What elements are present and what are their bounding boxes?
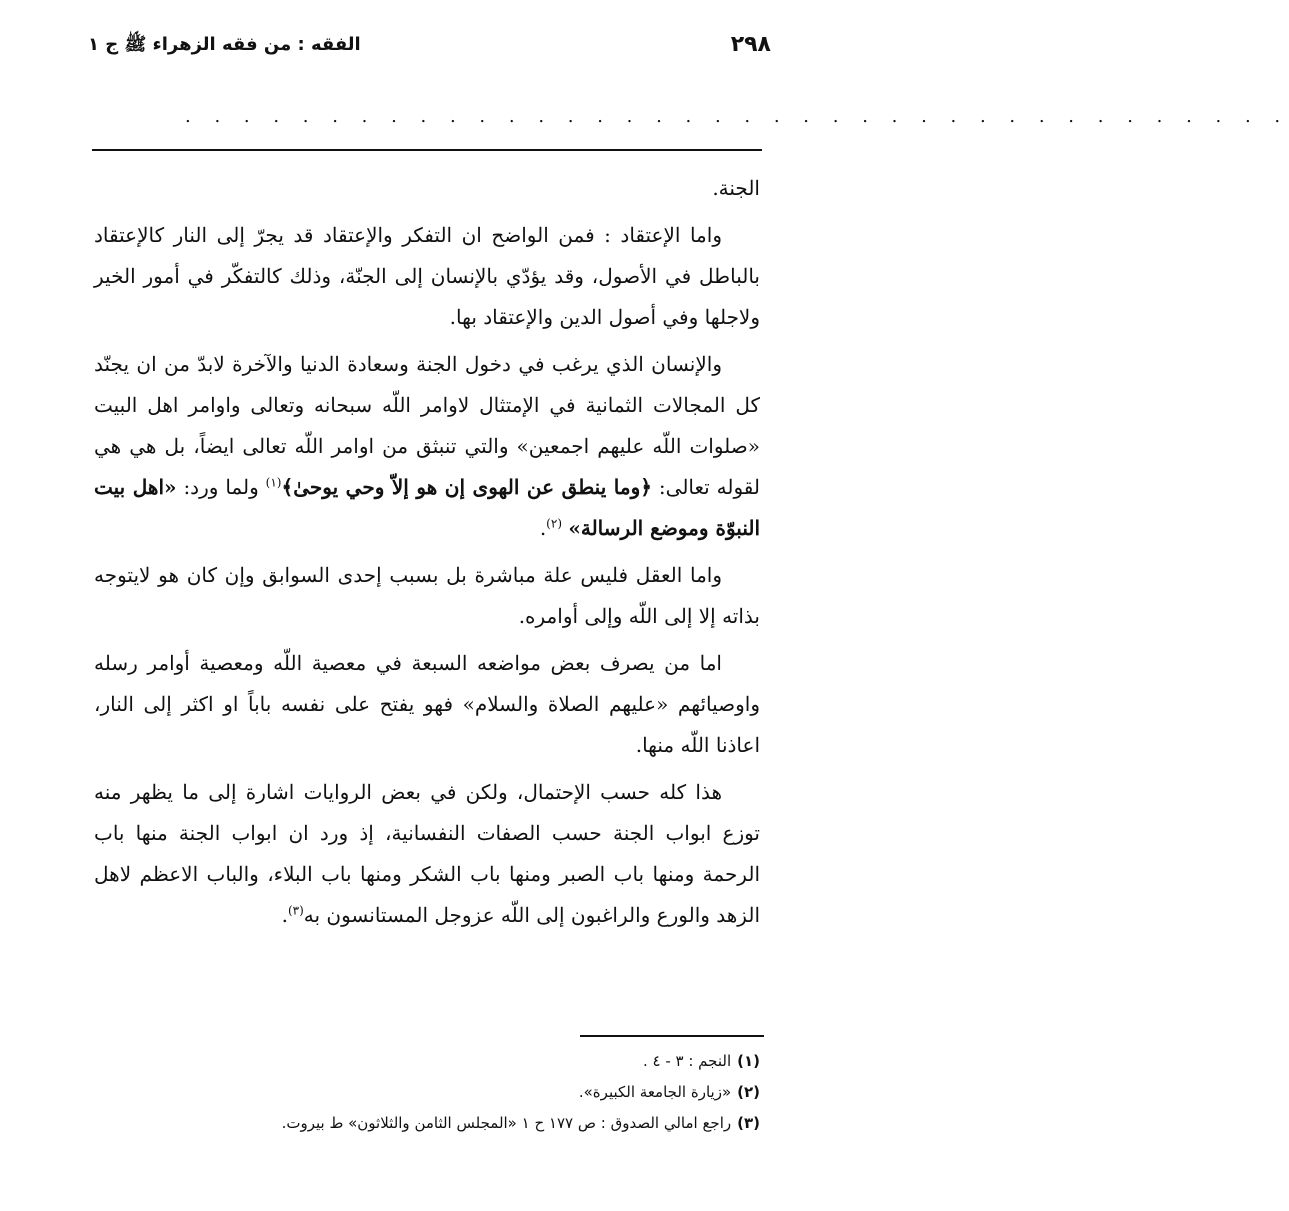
footnote-ref-1[interactable]: (١) [265, 475, 282, 490]
dotted-divider: . . . . . . . . . . . . . . . . . . . . . . . . . . . . . . . . . . . . . . [185, 106, 1289, 127]
main-text [94, 168, 760, 942]
paragraph-6 [94, 772, 760, 936]
footnote-number: (٣) [737, 1114, 760, 1132]
paragraph-6-end: . [281, 903, 288, 927]
footnote-text: راجع امالي الصدوق : ص ١٧٧ ح ١ «المجلس الثامن والثلاثون» ط بيروت. [281, 1114, 732, 1132]
footnote-text: «زيارة الجامعة الكبيرة». [578, 1083, 732, 1101]
footnote-number: (١) [737, 1052, 760, 1070]
paragraph-3-end: . [539, 516, 547, 540]
footnote-rule [580, 1035, 764, 1037]
running-title: الفقه : من فقه الزهراء ﷺ ج ١ [88, 34, 361, 55]
paragraph-6-text: هذا كله حسب الإحتمال، ولكن في بعض الروايات اشارة إلى ما يظهر منه توزع ابواب الجنة حسب الصفات النفسانية، إذ ورد ان ابواب الجنة منها باب الرحمة ومنها باب الصبر ومنها باب الشكر ومنها باب البلاء، والباب الاعظم لاهل الزهد والورع والراغبون إلى اللّه عزوجل المستانسون به [94, 780, 760, 927]
paragraph-4: واما العقل فليس علة مباشرة بل بسبب إحدى السوابق وإن كان هو لايتوجه بذاته إلا إلى اللّه وإلى أوامره. [94, 563, 760, 628]
paragraph-2: واما الإعتقاد : فمن الواضح ان التفكر والإعتقاد قد يجرّ إلى النار كالإعتقاد بالباطل في الأصول، وقد يؤدّي بالإنسان إلى الجنّة، وذلك كالتفكّر في أمور الخير ولاجلها وفي أصول الدين والإعتقاد بها. [94, 223, 760, 329]
paragraph-3-text-b: ولما ورد: [183, 475, 259, 499]
paragraph-5: اما من يصرف بعض مواضعه السبعة في معصية اللّه ومعصية أوامر رسله واوصيائهم «عليهم الصلاة والسلام» فهو يفتح على نفسه باباً او اكثر إلى النار، اعاذنا اللّه منها. [94, 651, 760, 757]
footnote-3 [94, 1108, 760, 1139]
footnote-ref-3[interactable]: (٣) [287, 903, 304, 918]
hadith-quote: «اهل بيت النبوّة وموضع الرسالة» [94, 475, 760, 540]
footnote-text: النجم : ٣ - ٤ . [642, 1052, 732, 1070]
footnote-number: (٢) [737, 1083, 760, 1101]
footnote-ref-2[interactable]: (٢) [546, 516, 562, 531]
header-rule [92, 149, 762, 151]
paragraph-3 [94, 344, 760, 549]
paragraph-1: الجنة. [712, 176, 760, 200]
page-number: ٢٩٨ [730, 32, 771, 57]
footnotes [94, 1046, 760, 1139]
quran-verse: ﴿وما ينطق عن الهوى إن هو إلاّ وحي يوحىٰ﴾ [281, 475, 652, 499]
footnote-2 [94, 1077, 760, 1108]
page-header [88, 30, 771, 66]
paragraph-3-text: والإنسان الذي يرغب في دخول الجنة وسعادة الدنيا والآخرة لابدّ من ان يجنّد كل المجالات الثمانية في الإمتثال لاوامر اللّه سبحانه وتعالى واوامر اهل البيت «صلوات اللّه عليهم اجمعين» والتي تنبثق من اوامر اللّه تعالى ايضاً، بل هي هي لقوله تعالى: [94, 352, 761, 499]
footnote-1 [94, 1046, 760, 1077]
